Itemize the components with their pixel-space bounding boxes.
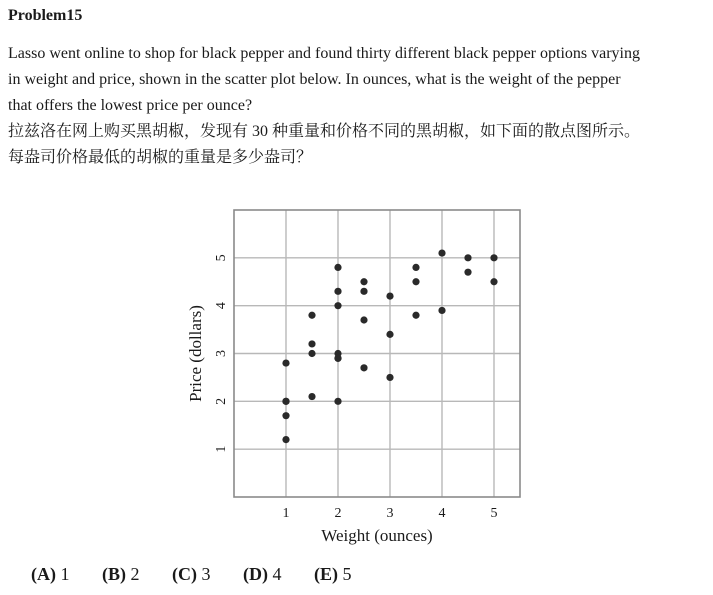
data-point <box>412 278 419 285</box>
x-axis-label: Weight (ounces) <box>321 526 433 545</box>
choice-e[interactable] <box>314 564 352 585</box>
problem-title: Problem15 <box>8 7 83 24</box>
choice-e-letter: (E) <box>314 564 338 584</box>
data-point <box>360 364 367 371</box>
data-point <box>412 312 419 319</box>
data-point <box>308 340 315 347</box>
data-point <box>308 350 315 357</box>
data-point <box>282 412 289 419</box>
data-point <box>334 288 341 295</box>
choice-b[interactable] <box>102 564 140 585</box>
x-tick-label: 2 <box>334 506 342 521</box>
problem-line-1: Lasso went online to shop for black pepper and found thirty different black pepper options varying <box>8 45 640 62</box>
choice-e-value: 5 <box>342 564 352 584</box>
data-point <box>334 355 341 362</box>
y-tick-label: 4 <box>214 302 230 310</box>
choice-c-letter: (C) <box>172 564 197 584</box>
data-point <box>490 278 497 285</box>
choice-a-letter: (A) <box>31 564 56 584</box>
choice-c-value: 3 <box>201 564 211 584</box>
x-tick-label: 5 <box>490 506 498 521</box>
choice-b-value: 2 <box>130 564 140 584</box>
choice-a-value: 1 <box>60 564 70 584</box>
data-point <box>386 374 393 381</box>
data-point <box>386 293 393 300</box>
y-tick-label: 2 <box>214 397 230 405</box>
data-point <box>308 393 315 400</box>
choice-b-letter: (B) <box>102 564 126 584</box>
y-tick-label: 3 <box>214 350 230 357</box>
scatter-plot <box>175 200 535 550</box>
data-point <box>360 316 367 323</box>
y-tick-label: 1 <box>214 445 230 453</box>
data-point <box>334 398 341 405</box>
data-point <box>360 288 367 295</box>
data-point <box>464 254 471 261</box>
data-point <box>386 331 393 338</box>
x-tick-label: 3 <box>386 506 394 521</box>
problem-text <box>8 41 708 171</box>
choice-d[interactable] <box>243 564 282 585</box>
problem-line-cn-1: 拉兹洛在网上购买黑胡椒，发现有 30 种重量和价格不同的黑胡椒，如下面的散点图所示。 <box>8 123 641 140</box>
problem-line-3: that offers the lowest price per ounce? <box>8 97 253 114</box>
choice-c[interactable] <box>172 564 211 585</box>
data-point <box>438 249 445 256</box>
data-point <box>282 398 289 405</box>
answer-choices <box>31 564 380 585</box>
choice-a[interactable] <box>31 564 70 585</box>
data-point <box>490 254 497 261</box>
choice-d-value: 4 <box>272 564 282 584</box>
problem-line-cn-2: 每盎司价格最低的胡椒的重量是多少盎司？ <box>8 149 313 166</box>
data-point <box>308 312 315 319</box>
y-axis-label: Price (dollars) <box>185 305 205 402</box>
problem-line-2: in weight and price, shown in the scatter plot below. In ounces, what is the weight of the pepper <box>8 71 621 88</box>
data-point <box>412 264 419 271</box>
axis-ticks <box>214 254 497 521</box>
data-point <box>464 269 471 276</box>
x-tick-label: 1 <box>282 506 290 521</box>
choice-d-letter: (D) <box>243 564 268 584</box>
data-point <box>438 307 445 314</box>
y-tick-label: 5 <box>214 254 230 262</box>
plot-grid <box>234 210 520 497</box>
data-point <box>360 278 367 285</box>
data-point <box>282 436 289 443</box>
x-tick-label: 4 <box>438 506 446 521</box>
data-point <box>334 302 341 309</box>
data-point <box>334 264 341 271</box>
data-point <box>282 359 289 366</box>
